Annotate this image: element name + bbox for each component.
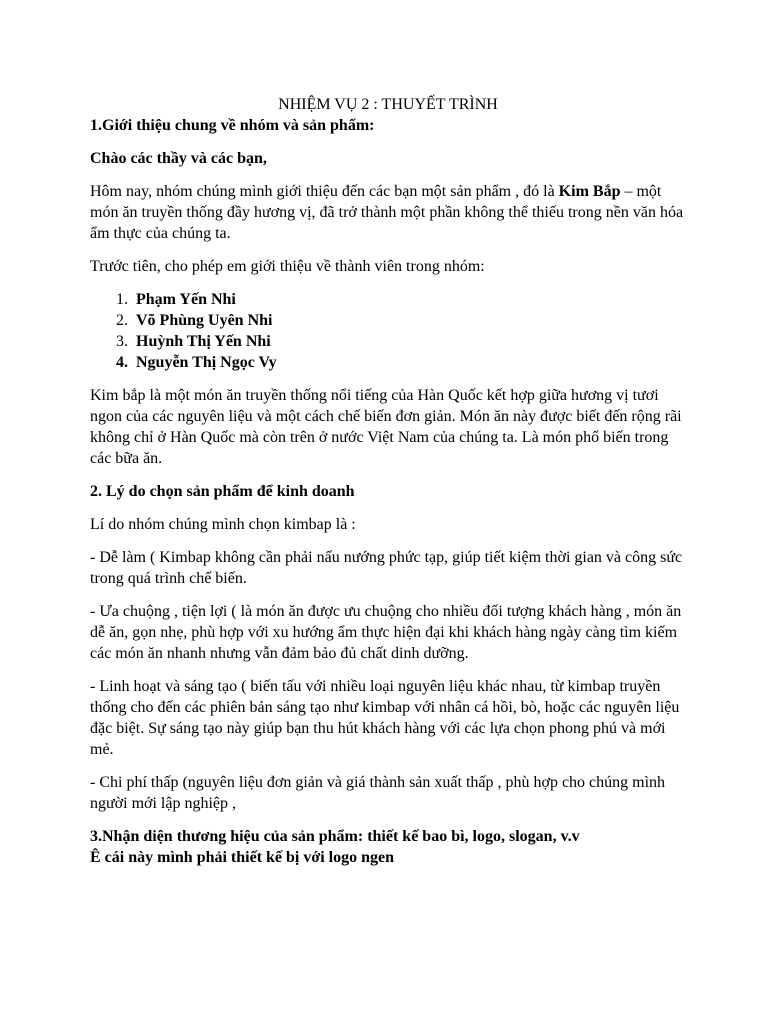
list-number: 4. [116,354,128,371]
spacer [90,277,686,289]
members-intro: Trước tiên, cho phép em giới thiệu về thành viên trong nhóm: [90,258,485,275]
list-number: 3. [116,333,128,350]
section1-heading: 1.Giới thiệu chung về nhóm và sản phẩm: [90,117,375,134]
spacer [90,469,686,481]
list-number: 1. [116,291,128,308]
spacer [90,244,686,256]
kimbap-description: Kim bắp là một món ăn truyền thống nổi tiếng của Hàn Quốc kết hợp giữa hương vị tươi ngon của các nguyên liệu và một cách chế biến đơn giản. Món ăn này được biết đến rộng rãi không chỉ ở Hàn Quốc mà còn trên ở nước Việt Nam của chúng ta. Là món phổ biến trong các bữa ăn. [90,387,682,467]
spacer [90,664,686,676]
spacer [90,535,686,547]
intro-paragraph [90,181,686,244]
member-name: Nguyễn Thị Ngọc Vy [136,354,277,371]
spacer [90,169,686,181]
greeting: Chào các thầy và các bạn, [90,150,267,167]
list-item [90,289,686,310]
section3-note: Ê cái này mình phải thiết kế bị với logo ngen [90,849,395,866]
list-number: 2. [116,312,128,329]
member-name: Huỳnh Thị Yến Nhi [136,333,271,350]
list-item [90,310,686,331]
reason-easy: - Dễ làm ( Kimbap không cần phải nấu nướng phức tạp, giúp tiết kiệm thời gian và công sức trong quá trình chế biến. [90,549,683,587]
spacer [90,136,686,148]
document-page [90,94,686,868]
intro-text-before: Hôm nay, nhóm chúng mình giới thiệu đến các bạn một sản phẩm , đó là [90,183,559,200]
section3-heading: 3.Nhận diện thương hiệu của sản phẩm: thiết kế bao bì, logo, slogan, v.v [90,828,580,845]
member-name: Võ Phùng Uyên Nhi [136,312,273,329]
list-item [90,352,686,373]
reason-flexible: - Linh hoạt và sáng tạo ( biến tấu với nhiều loại nguyên liệu khác nhau, từ kimbap truyền thống cho đến các phiên bản sáng tạo như kimbap với nhân cá hồi, bò, hoặc các nguyên liệu đặc biệt. Sự sáng tạo này giúp bạn thu hút khách hàng với các lựa chọn phong phú và mới mẻ. [90,678,680,758]
intro-text-after: – một món ăn truyền thống đầy hương vị, đã trở thành một phần không thể thiếu trong nền văn hóa ẩm thực của chúng ta. [90,183,684,242]
reason-intro: Lí do nhóm chúng mình chọn kimbap là : [90,516,356,533]
spacer [90,502,686,514]
spacer [90,760,686,772]
spacer [90,373,686,385]
spacer [90,814,686,826]
reason-popular: - Ưa chuộng , tiện lợi ( là món ăn được ưu chuộng cho nhiều đối tượng khách hàng , món ăn dễ ăn, gọn nhẹ, phù hợp với xu hướng ẩm thực hiện đại khi khách hàng ngày càng tìm kiếm các món ăn nhanh nhưng vẫn đảm bảo đủ chất dinh dưỡng. [90,603,682,662]
member-name: Phạm Yến Nhi [136,291,236,308]
document-title: NHIỆM VỤ 2 : THUYẾT TRÌNH [278,96,498,113]
list-item [90,331,686,352]
members-list [90,289,686,373]
section2-heading: 2. Lý do chọn sản phẩm để kinh doanh [90,483,355,500]
spacer [90,589,686,601]
product-name: Kim Bắp [558,183,621,200]
reason-low-cost: - Chi phí thấp (nguyên liệu đơn giản và giá thành sản xuất thấp , phù hợp cho chúng mình người mới lập nghiệp , [90,774,666,812]
